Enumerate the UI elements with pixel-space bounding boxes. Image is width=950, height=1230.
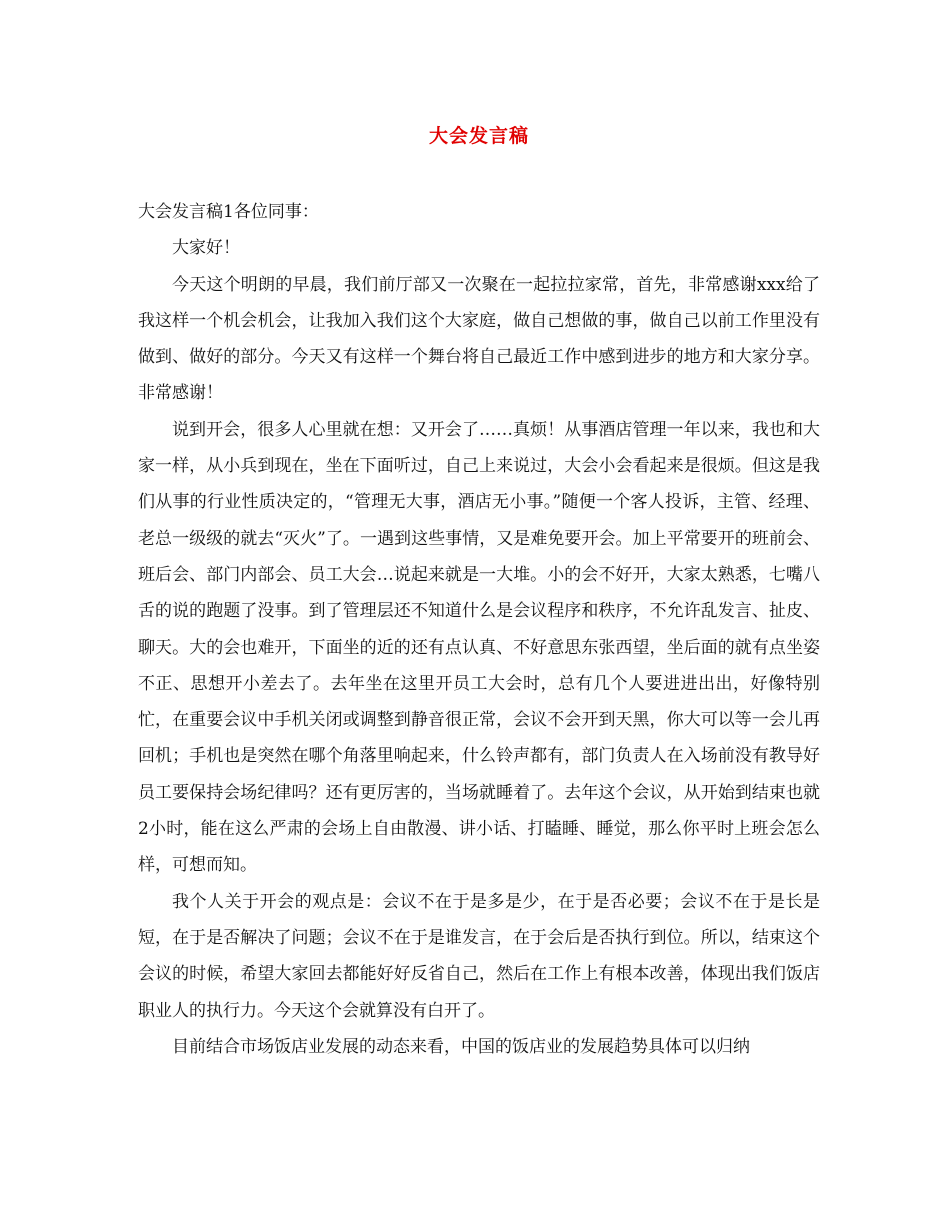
paragraph-3: 我个人关于开会的观点是：会议不在于是多是少，在于是否必要；会议不在于是长是短，在于是否解决了问题；会议不在于是谁发言，在于会后是否执行到位。所以，结束这个会议的时候，希望大家回去都能好好反省自己，然后在工作上有根本改善，体现出我们饭店职业人的执行力。今天这个会就算没有白开了。 bbox=[138, 891, 820, 1021]
document-title: 大会发言稿 bbox=[428, 125, 529, 147]
paragraph-2: 说到开会，很多人心里就在想：又开会了……真烦！从事酒店管理一年以来，我也和大家一样，从小兵到现在，坐在下面听过，自己上来说过，大会小会看起来是很烦。但这是我们从事的行业性质决定的，“管理无大事，酒店无小事。”随便一个客人投诉，主管、经理、老总一级级的就去“灭火”了。一遇到这些事情，又是难免要开会。加上平常要开的班前会、班后会、部门内部会、员工大会…说起来就是一大堆。小的会不好开，大家太熟悉，七嘴八舌的说的跑题了没事。到了管理层还不知道什么是会议程序和秩序，不允许乱发言、扯皮、聊天。大的会也难开，下面坐的近的还有点认真、不好意思东张西望，坐后面的就有点坐姿不正、思想开小差去了。去年坐在这里开员工大会时，总有几个人要进进出出，好像特别忙，在重要会议中手机关闭或调整到静音很正常，会议不会开到天黑，你大可以等一会儿再回机；手机也是突然在哪个角落里响起来，什么铃声都有，部门负责人在入场前没有教导好员工要保持会场纪律吗？还有更厉害的，当场就睡着了。去年这个会议，从开始到结束也就2小时，能在这么严肃的会场上自由散漫、讲小话、打瞌睡、睡觉，那么你平时上班会怎么样，可想而知。 bbox=[138, 419, 820, 876]
paragraph-greeting: 大家好！ bbox=[172, 238, 240, 259]
paragraph-4: 目前结合市场饭店业发展的动态来看，中国的饭店业的发展趋势具体可以归纳 bbox=[172, 1036, 750, 1057]
paragraph-1: 今天这个明朗的早晨，我们前厅部又一次聚在一起拉拉家常，首先，非常感谢xxx给了我这样一个机会机会，让我加入我们这个大家庭，做自己想做的事，做自己以前工作里没有做到、做好的部分。今天又有这样一个舞台将自己最近工作中感到进步的地方和大家分享。非常感谢！ bbox=[138, 274, 820, 404]
document-body bbox=[138, 194, 820, 1065]
paragraph-heading: 大会发言稿1各位同事： bbox=[138, 202, 319, 222]
